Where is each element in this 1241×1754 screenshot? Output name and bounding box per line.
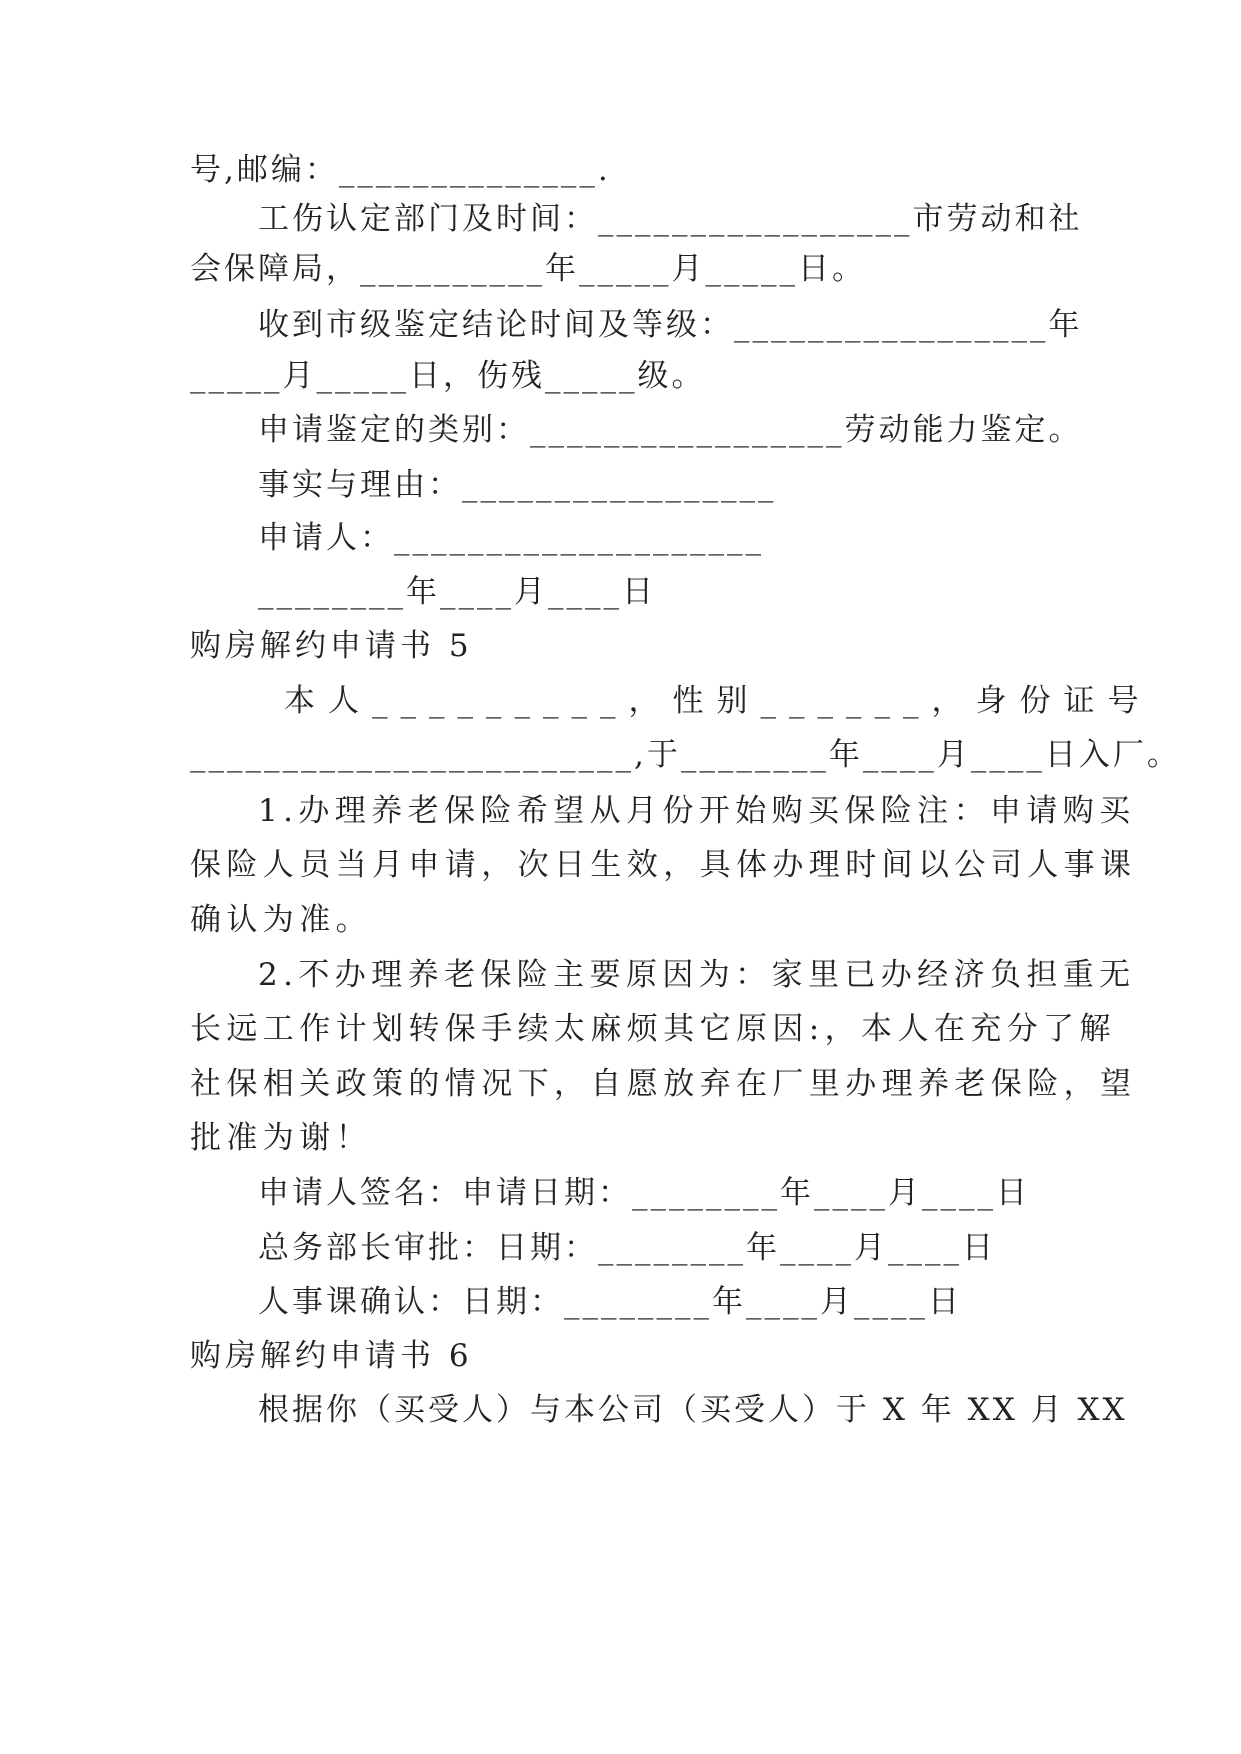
text-line: ________年____月____日 bbox=[258, 574, 656, 610]
section-heading: 购房解约申请书 5 bbox=[190, 628, 473, 664]
text-line: 长远工作计划转保手续太麻烦其它原因:，本人在充分了解 bbox=[190, 1011, 1116, 1047]
text-line: 总务部长审批：日期：________年____月____日 bbox=[258, 1230, 996, 1266]
text-line: ________________________,于________年____月____日入厂。 bbox=[190, 737, 1181, 773]
text-line: 申请人签名：申请日期：________年____月____日 bbox=[258, 1175, 1030, 1211]
text-line: 1.办理养老保险希望从月份开始购买保险注：申请购买 bbox=[258, 793, 1136, 829]
text-line: 批准为谢！ bbox=[190, 1120, 372, 1156]
text-line: 收到市级鉴定结论时间及等级：_________________年 bbox=[258, 307, 1083, 343]
text-line: 社保相关政策的情况下，自愿放弃在厂里办理养老保险，望 bbox=[190, 1066, 1137, 1102]
text-line: 工伤认定部门及时间：_________________市劳动和社 bbox=[258, 201, 1083, 237]
text-line: 事实与理由：_________________ bbox=[258, 467, 777, 503]
text-line: 根据你（买受人）与本公司（买受人）于 X 年 XX 月 XX bbox=[258, 1392, 1128, 1428]
text-line: 确认为准。 bbox=[190, 902, 372, 938]
text-line: 申请鉴定的类别：_________________劳动能力鉴定。 bbox=[258, 412, 1083, 448]
text-line: 申请人：____________________ bbox=[258, 520, 764, 556]
text-line: _____月_____日，伤残_____级。 bbox=[190, 358, 706, 394]
text-line: 本人_________，性别______，身份证号 bbox=[284, 683, 1152, 719]
section-heading: 购房解约申请书 6 bbox=[190, 1338, 473, 1374]
text-line: 人事课确认：日期：________年____月____日 bbox=[258, 1284, 962, 1320]
text-line: 号,邮编：______________. bbox=[190, 152, 611, 188]
text-line: 会保障局，__________年_____月_____日。 bbox=[190, 251, 866, 287]
text-line: 2.不办理养老保险主要原因为：家里已办经济负担重无 bbox=[258, 957, 1136, 993]
text-line: 保险人员当月申请，次日生效，具体办理时间以公司人事课 bbox=[190, 847, 1137, 883]
